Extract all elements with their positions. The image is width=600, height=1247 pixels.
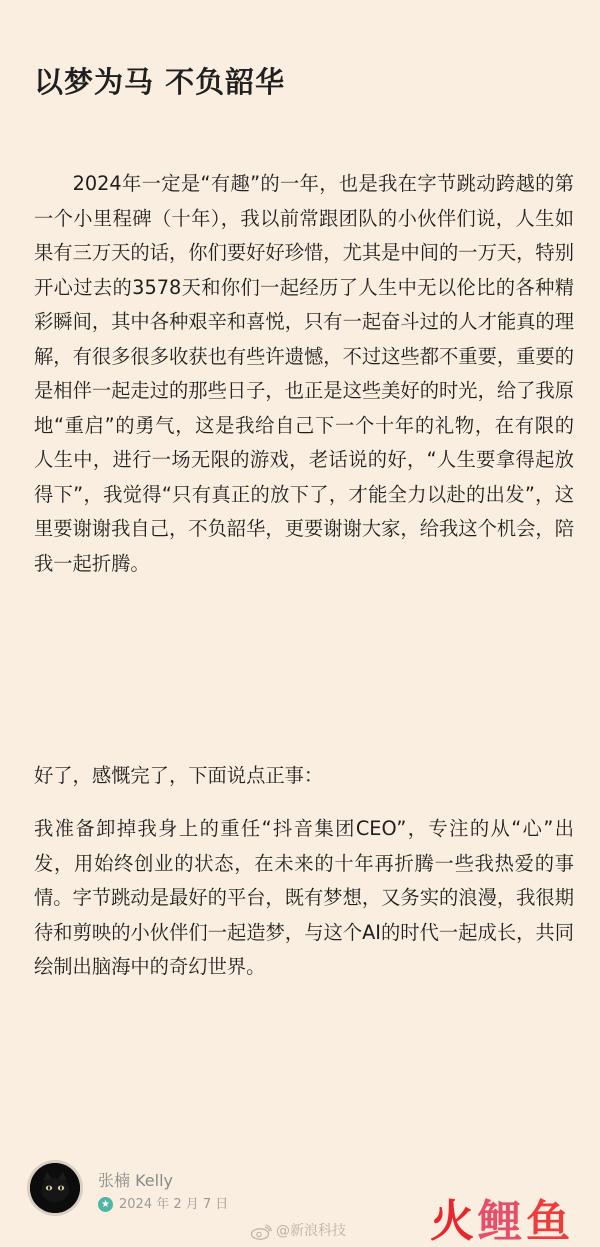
article-title: 以梦为马 不负韶华 xyxy=(34,65,286,99)
logo-char-1: 火 xyxy=(430,1196,478,1247)
site-logo xyxy=(430,1197,574,1247)
logo-char-3: 鱼 xyxy=(526,1196,574,1247)
author-avatar[interactable] xyxy=(30,1163,80,1213)
paragraph-announcement: 我准备卸掉我身上的重任“抖音集团CEO”，专注的从“心”出发，用始终创业的状态，在未来的十年再折腾一些我热爱的事情。字节跳动是最好的平台，既有梦想，又务实的浪漫，我很期待和剪映的小伙伴们一起造梦，与这个AI的时代一起成长，共同绘制出脑海中的奇幻世界。 xyxy=(34,817,574,978)
paragraph-transition: 好了，感慨完了，下面说点正事： xyxy=(34,764,324,787)
author-name[interactable]: 张楠 Kelly xyxy=(98,1171,173,1190)
verified-star-icon: ★ xyxy=(98,1197,113,1212)
weibo-icon xyxy=(250,1224,272,1240)
paragraph-intro: 2024年一定是“有趣”的一年，也是我在字节跳动跨越的第一个小里程碑（十年），我以前常跟团队的小伙伴们说，人生如果有三万天的话，你们要好好珍惜，尤其是中间的一万天，特别开心过去的3578天和你们一起经历了人生中无以伦比的各种精彩瞬间，其中各种艰辛和喜悦，只有一起奋斗过的人才能真的理解，有很多很多收获也有些许遗憾，不过这些都不重要，重要的是相伴一起走过的那些日子，也正是这些美好的时光，给了我原地“重启”的勇气，这是我给自己下一个十年的礼物，在有限的人生中，进行一场无限的游戏，老话说的好，“人生要拿得起放得下”，我觉得“只有真正的放下了，才能全力以赴的出发”，这里要谢谢我自己，不负韶华，更要谢谢大家，给我这个机会，陪我一起折腾。 xyxy=(34,172,574,575)
post-date: 2024 年 2 月 7 日 xyxy=(119,1197,229,1212)
watermark-source: @新浪科技 xyxy=(276,1223,346,1239)
logo-char-2: 鲤 xyxy=(478,1196,526,1247)
black-cat-avatar-icon xyxy=(30,1163,80,1213)
